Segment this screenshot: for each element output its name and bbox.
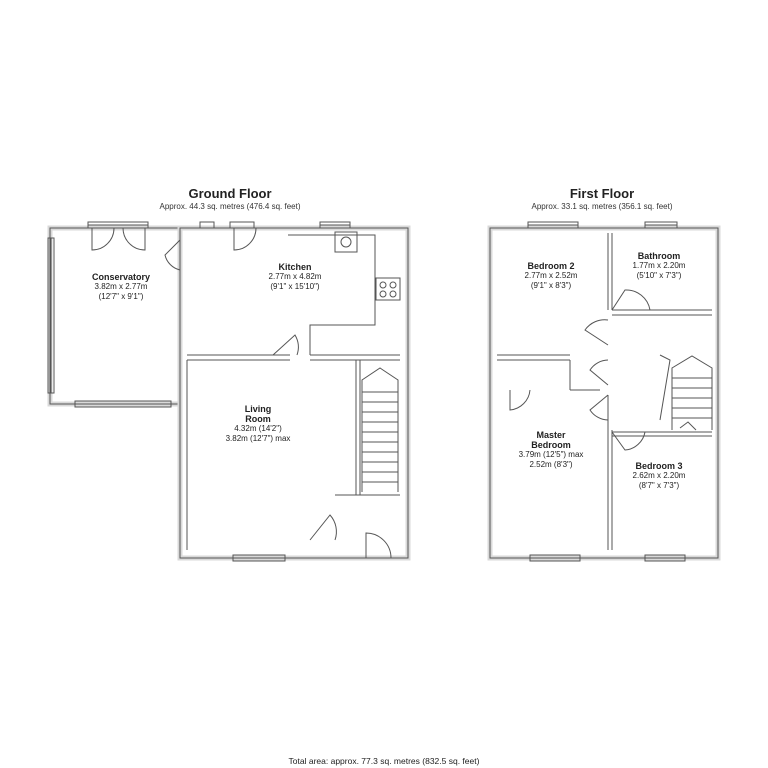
room-name: Bathroom [637, 251, 681, 261]
room-dims-imperial: (12'7" x 9'1") [98, 292, 144, 301]
room-name: Conservatory [91, 272, 151, 282]
first-floor-area: Approx. 33.1 sq. metres (356.1 sq. feet) [531, 202, 673, 211]
room-master-bedroom [496, 430, 606, 470]
room-name-line1: Living [244, 404, 272, 414]
room-bedroom-3 [604, 461, 714, 491]
total-area: Total area: approx. 77.3 sq. metres (832.5 sq. feet) [288, 756, 480, 766]
room-name: Kitchen [278, 262, 312, 272]
room-dims: 4.32m (14'2") [234, 424, 282, 433]
room-name-line1: Master [536, 430, 566, 440]
room-dims-imperial: (8'7" x 7'3") [638, 481, 680, 490]
room-dims-imperial: (9'1" x 15'10") [270, 282, 320, 291]
room-dims-imperial: (9'1" x 8'3") [530, 281, 572, 290]
room-conservatory [66, 272, 176, 302]
conservatory-windows [48, 222, 171, 407]
room-living-room [203, 404, 313, 444]
room-name-line2: Room [245, 414, 271, 424]
ground-floor-title: Ground Floor [188, 186, 272, 201]
room-dims: 1.77m x 2.20m [632, 261, 686, 270]
room-bathroom [604, 251, 714, 281]
first-floor-title: First Floor [569, 186, 635, 201]
room-dims-max: 3.82m (12'7") max [225, 434, 291, 443]
room-name: Bedroom 2 [527, 261, 575, 271]
room-dims-max: 3.79m (12'5") max [518, 450, 584, 459]
room-kitchen [240, 262, 350, 292]
first-floor-stairs [672, 356, 712, 430]
room-dims: 2.77m x 4.82m [268, 272, 322, 281]
room-dims: 2.52m (8'3") [529, 460, 573, 469]
room-dims: 2.62m x 2.20m [632, 471, 686, 480]
ground-floor-stairs [362, 368, 398, 492]
room-dims: 2.77m x 2.52m [524, 271, 578, 280]
room-dims: 3.82m x 2.77m [94, 282, 148, 291]
ground-floor-area: Approx. 44.3 sq. metres (476.4 sq. feet) [159, 202, 301, 211]
room-name-line2: Bedroom [531, 440, 571, 450]
room-dims-imperial: (5'10" x 7'3") [636, 271, 682, 280]
room-name: Bedroom 3 [635, 461, 683, 471]
first-floor-doors [510, 290, 670, 450]
room-bedroom-2 [496, 261, 606, 291]
